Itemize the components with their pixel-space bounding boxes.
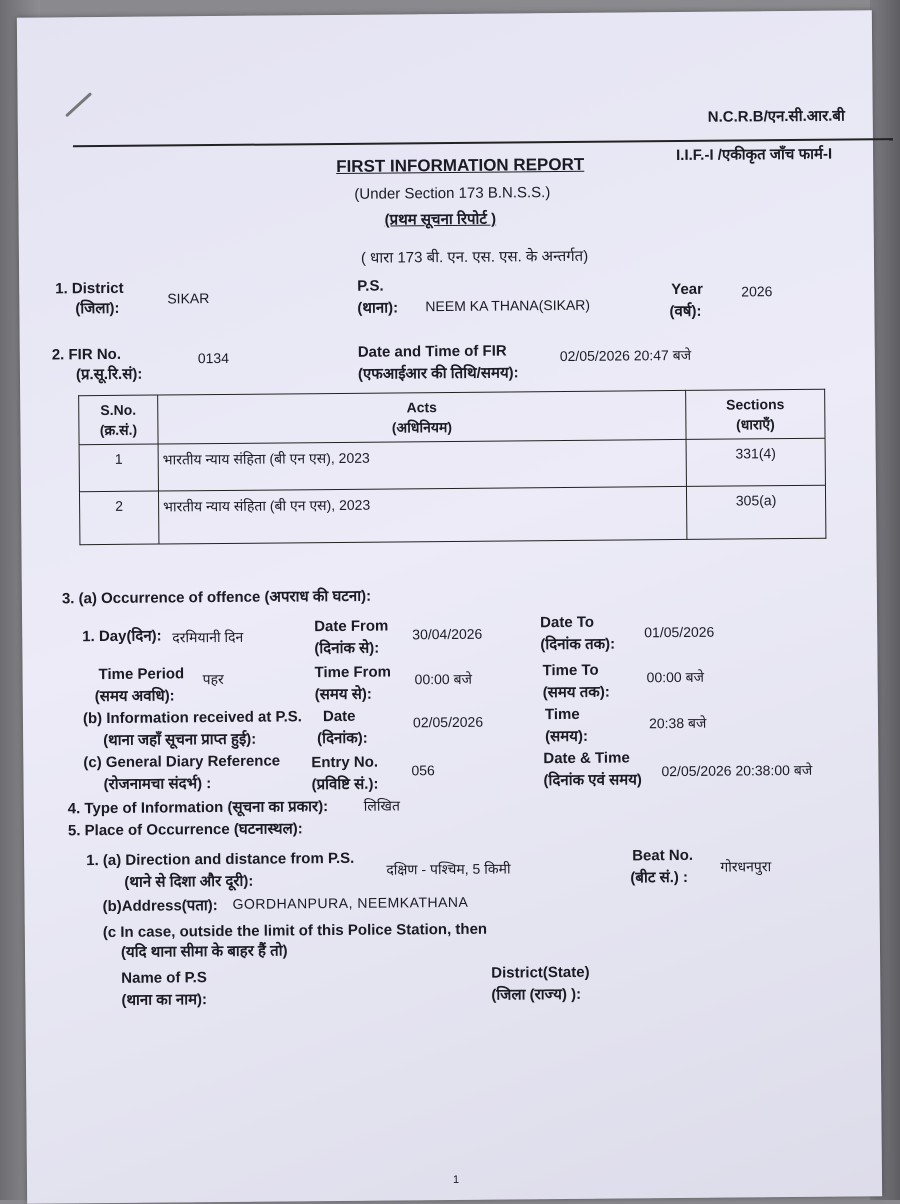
date-to-label: Date To bbox=[540, 613, 595, 632]
info-date-label: Date bbox=[322, 707, 356, 726]
info-type-label: 4. Type of Information (सूचना का प्रकार): bbox=[67, 798, 329, 818]
time-from-value: 00:00 बजे bbox=[414, 670, 473, 688]
outside-limit-label: (c In case, outside the limit of this Police Station, then bbox=[102, 920, 488, 942]
fir-datetime-value: 02/05/2026 20:47 बजे bbox=[559, 346, 692, 365]
fir-no-label: 2. FIR No. bbox=[51, 345, 122, 364]
year-label: Year bbox=[671, 280, 704, 299]
time-period-label: Time Period bbox=[98, 665, 185, 684]
gd-datetime-label: Date & Time bbox=[543, 749, 630, 768]
district-state-label: District(State) bbox=[491, 963, 590, 982]
direction-value: दक्षिण - पश्चिम, 5 किमी bbox=[386, 860, 511, 878]
page-number: 1 bbox=[452, 1173, 460, 1186]
row-sno: 1 bbox=[79, 444, 158, 492]
date-from-label-hi: (दिनांक से): bbox=[314, 639, 380, 658]
entry-no-value: 056 bbox=[411, 762, 435, 779]
entry-no-label: Entry No. bbox=[311, 753, 379, 772]
fir-datetime-label-hi: (एफआईआर की तिथि/समय): bbox=[357, 364, 519, 383]
time-to-label-hi: (समय तक): bbox=[542, 683, 610, 702]
place-heading: 5. Place of Occurrence (घटनास्थल): bbox=[67, 820, 303, 840]
district-state-label-hi: (जिला (राज्य) ): bbox=[491, 985, 582, 1004]
date-from-label: Date From bbox=[314, 617, 389, 636]
fir-document-page bbox=[17, 10, 882, 1203]
title-under-section: (Under Section 173 B.N.S.S.) bbox=[354, 184, 551, 203]
gd-label-hi: (रोजनामचा संदर्भ) : bbox=[103, 775, 212, 794]
year-label-hi: (वर्ष): bbox=[669, 302, 702, 321]
beat-label: Beat No. bbox=[632, 846, 694, 865]
gd-datetime-label-hi: (दिनांक एवं समय) bbox=[543, 771, 642, 790]
fir-no-value: 0134 bbox=[197, 349, 230, 367]
row-section: 305(a) bbox=[686, 485, 825, 539]
acts-table-header bbox=[79, 389, 825, 445]
table-row bbox=[79, 485, 825, 545]
gd-label: (c) General Diary Reference bbox=[83, 752, 281, 772]
occurrence-heading: 3. (a) Occurrence of offence (अपराध की घटना): bbox=[61, 587, 372, 608]
ps-label: P.S. bbox=[357, 277, 384, 295]
district-value: SIKAR bbox=[167, 290, 210, 307]
direction-label-hi: (थाने से दिशा और दूरी): bbox=[124, 872, 254, 891]
time-from-label: Time From bbox=[314, 663, 392, 682]
info-time-value: 20:38 बजे bbox=[648, 714, 707, 732]
info-time-label: Time bbox=[544, 705, 580, 724]
row-act: भारतीय न्याय संहिता (बी एन एस), 2023 bbox=[158, 486, 686, 544]
day-label: 1. Day(दिन): bbox=[82, 627, 162, 646]
acts-table bbox=[78, 389, 826, 546]
time-period-label-hi: (समय अवधि): bbox=[94, 687, 175, 706]
table-row bbox=[79, 438, 825, 492]
info-date-value: 02/05/2026 bbox=[412, 713, 484, 731]
row-act: भारतीय न्याय संहिता (बी एन एस), 2023 bbox=[158, 439, 686, 491]
time-to-value: 00:00 बजे bbox=[646, 668, 705, 686]
ps-value: NEEM KA THANA(SIKAR) bbox=[425, 296, 591, 315]
time-period-value: पहर bbox=[202, 670, 224, 688]
date-from-value: 30/04/2026 bbox=[412, 625, 483, 643]
ncrb-header: N.C.R.B/एन.सी.आर.बी bbox=[707, 107, 845, 126]
entry-no-label-hi: (प्रविष्टि सं.): bbox=[311, 775, 379, 794]
beat-label-hi: (बीट सं.) : bbox=[630, 868, 689, 887]
ps-name-label-hi: (थाना का नाम): bbox=[121, 991, 208, 1009]
info-date-label-hi: (दिनांक): bbox=[317, 729, 368, 748]
ps-name-label: Name of P.S bbox=[121, 969, 207, 987]
address-label: (b)Address(पता): bbox=[102, 897, 218, 916]
page-title: FIRST INFORMATION REPORT bbox=[336, 154, 585, 176]
info-time-label-hi: (समय): bbox=[545, 727, 589, 746]
fir-datetime-label: Date and Time of FIR bbox=[357, 342, 507, 361]
district-label-hi: (जिला): bbox=[75, 299, 120, 318]
date-to-label-hi: (दिनांक तक): bbox=[540, 635, 616, 654]
info-type-value: लिखित bbox=[363, 797, 400, 814]
title-hindi: (प्रथम सूचना रिपोर्ट ) bbox=[384, 210, 497, 229]
ps-label-hi: (थाना): bbox=[357, 299, 399, 317]
district-label: 1. District bbox=[55, 279, 124, 298]
time-from-label-hi: (समय से): bbox=[314, 685, 372, 704]
date-to-value: 01/05/2026 bbox=[644, 623, 715, 641]
direction-label: 1. (a) Direction and distance from P.S. bbox=[86, 849, 355, 870]
info-received-label-hi: (थाना जहाँ सूचना प्राप्त हुई): bbox=[103, 730, 257, 750]
row-sno: 2 bbox=[79, 491, 158, 545]
fir-no-label-hi: (प्र.सू.रि.सं): bbox=[75, 365, 143, 384]
sno-header: S.No. (क्र.सं.) bbox=[79, 395, 158, 445]
sections-header: Sections (धाराएँ) bbox=[686, 389, 825, 439]
form-header: I.I.F.-I /एकीकृत जाँच फार्म-I bbox=[675, 145, 833, 165]
day-value: दरमियानी दिन bbox=[172, 628, 244, 646]
title-hindi-section: ( धारा 173 बी. एन. एस. एस. के अन्तर्गत) bbox=[360, 247, 589, 267]
year-value: 2026 bbox=[741, 283, 773, 300]
gd-datetime-value: 02/05/2026 20:38:00 बजे bbox=[661, 761, 813, 780]
time-to-label: Time To bbox=[542, 661, 599, 680]
address-value: GORDHANPURA, NEEMKATHANA bbox=[232, 893, 469, 912]
beat-value: गोरधनपुरा bbox=[720, 858, 772, 875]
info-received-label: (b) Information received at P.S. bbox=[82, 708, 302, 728]
row-section: 331(4) bbox=[686, 438, 825, 486]
staple-icon bbox=[65, 92, 92, 117]
outside-limit-label-hi: (यदि थाना सीमा के बाहर हैं तो) bbox=[120, 942, 288, 961]
acts-header: Acts (अधिनियम) bbox=[158, 390, 686, 444]
